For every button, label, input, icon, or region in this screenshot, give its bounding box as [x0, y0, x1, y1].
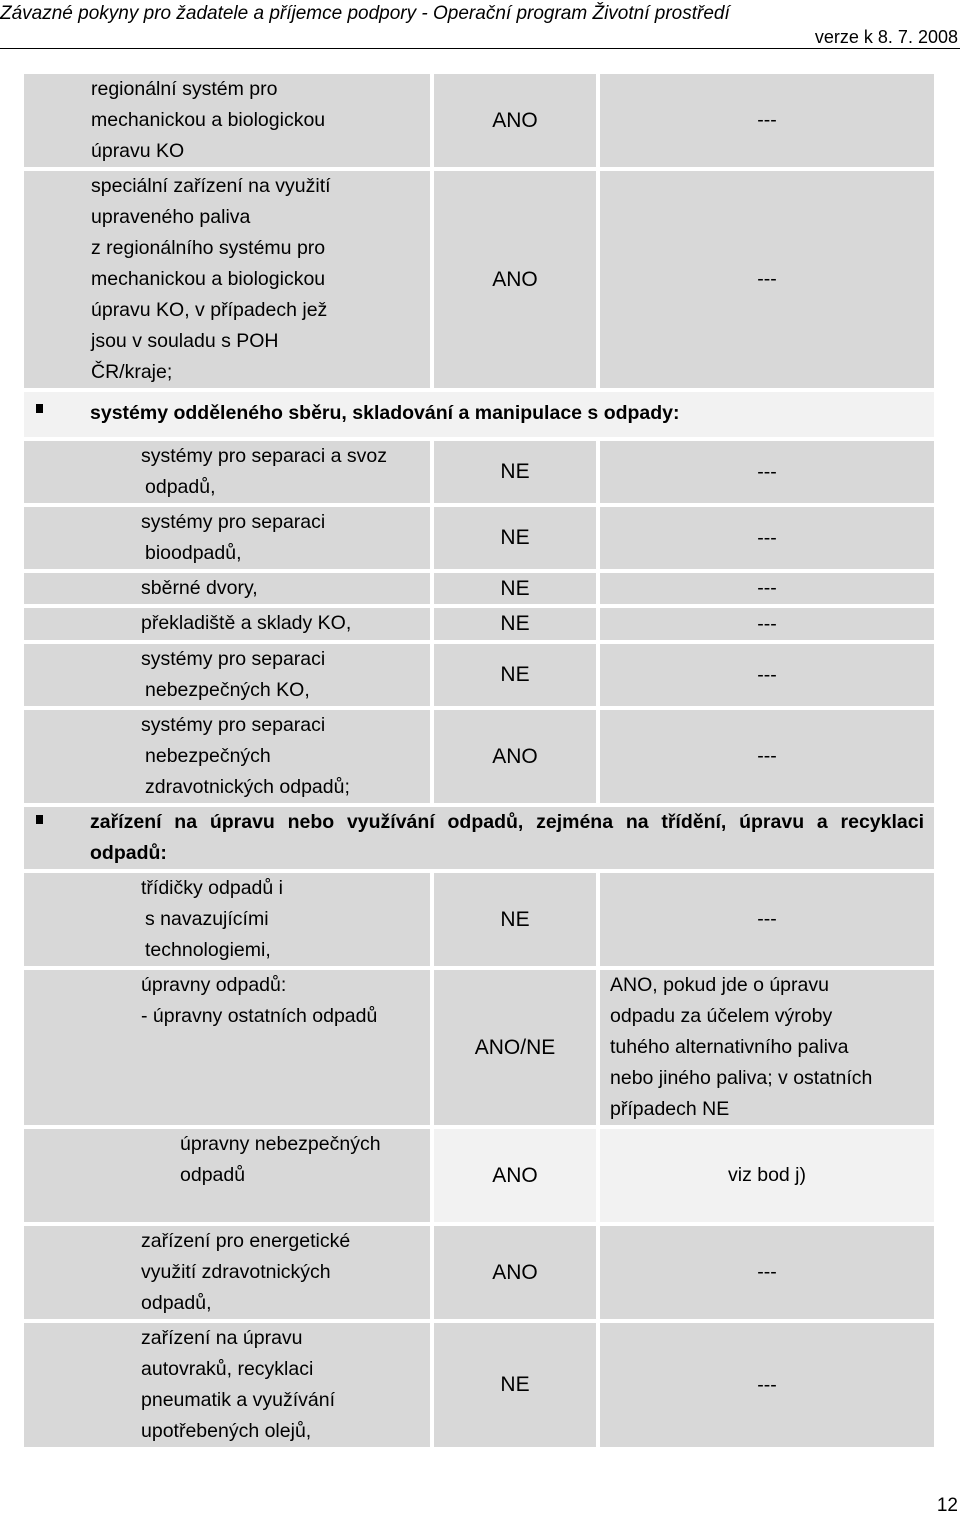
item-text: zařízení na úpravu	[141, 1327, 303, 1349]
table-row	[24, 507, 934, 569]
condition-value	[600, 970, 934, 1125]
table-row	[24, 873, 934, 966]
item-text: nebezpečných KO,	[145, 679, 310, 701]
item-text: - úpravny ostatních odpadů	[141, 1005, 378, 1027]
item-text: úpravny odpadů:	[141, 974, 287, 996]
condition-value: ---	[600, 644, 934, 706]
eligibility-value: NE	[434, 573, 596, 604]
item-text: odpadů,	[141, 1292, 212, 1314]
table-row	[24, 74, 934, 167]
item-text: systémy pro separaci	[141, 648, 326, 670]
item-text: sběrné dvory,	[141, 577, 258, 599]
condition-value: ---	[600, 573, 934, 604]
table-row	[24, 1323, 934, 1447]
condition-value: ---	[600, 1323, 934, 1447]
table-row	[24, 644, 934, 706]
condition-value: ---	[600, 873, 934, 966]
item-text: odpadů	[180, 1164, 246, 1186]
item-text: s navazujícími	[145, 908, 269, 930]
eligibility-value: NE	[434, 507, 596, 569]
table-row	[24, 441, 934, 503]
condition-value: ---	[600, 710, 934, 803]
item-text: využití zdravotnických	[141, 1261, 331, 1283]
eligibility-value: NE	[434, 1323, 596, 1447]
item-text: úpravu KO, v případech jež	[91, 299, 328, 321]
table-row	[24, 171, 934, 388]
item-text: mechanickou a biologickou	[91, 268, 326, 290]
eligibility-value: ANO/NE	[434, 970, 596, 1125]
item-text: odpadů,	[145, 476, 216, 498]
item-text: překladiště a sklady KO,	[141, 612, 352, 634]
bullet-icon	[36, 404, 43, 413]
document-title: Závazné pokyny pro žadatele a příjemce podpory - Operační program Životní prostředí	[0, 3, 730, 24]
table-row	[24, 710, 934, 803]
item-text: upotřebených olejů,	[141, 1420, 312, 1442]
table-row	[24, 1129, 934, 1222]
item-text: technologiemi,	[145, 939, 271, 961]
item-text: mechanickou a biologickou	[91, 109, 326, 131]
eligibility-value: NE	[434, 441, 596, 503]
eligibility-value: NE	[434, 873, 596, 966]
section-heading-text: systémy odděleného sběru, skladování a manipulace s odpady:	[90, 402, 680, 424]
table-row	[24, 970, 934, 1125]
item-text: úpravny nebezpečných	[180, 1133, 381, 1155]
item-text: upraveného paliva	[91, 206, 251, 228]
eligibility-value: NE	[434, 644, 596, 706]
document-version: verze k 8. 7. 2008	[814, 27, 958, 47]
eligibility-value: ANO	[434, 1129, 596, 1222]
page-header	[0, 0, 960, 49]
section-heading-text: zařízení na úpravu nebo využívání odpadů, zejména na třídění, úpravu a recyklaci odpadů:	[90, 811, 924, 864]
item-text: systémy pro separaci	[141, 714, 326, 736]
item-text: speciální zařízení na využití	[91, 175, 331, 197]
item-text: systémy pro separaci a svoz	[141, 445, 388, 467]
condition-text: případech NE	[610, 1098, 730, 1120]
section-heading	[24, 392, 934, 437]
item-text: z regionálního systému pro	[91, 237, 326, 259]
condition-value: viz bod j)	[600, 1129, 934, 1222]
condition-value: ---	[600, 74, 934, 167]
eligibility-value: ANO	[434, 171, 596, 388]
table-row	[24, 573, 934, 604]
condition-text: odpadu za účelem výroby	[610, 1005, 833, 1027]
condition-value: ---	[600, 507, 934, 569]
requirements-table	[24, 74, 934, 1451]
bullet-icon	[36, 815, 43, 824]
item-text: regionální systém pro	[91, 78, 278, 100]
eligibility-value: ANO	[434, 1226, 596, 1319]
condition-value: ---	[600, 441, 934, 503]
eligibility-value: ANO	[434, 74, 596, 167]
eligibility-value: NE	[434, 608, 596, 640]
condition-text: ANO, pokud jde o úpravu	[610, 974, 829, 996]
item-text: systémy pro separaci	[141, 511, 326, 533]
item-text: zdravotnických odpadů;	[145, 776, 350, 798]
item-text: nebezpečných	[145, 745, 271, 767]
item-text: bioodpadů,	[145, 542, 242, 564]
item-text: ČR/kraje;	[91, 361, 173, 383]
table-row	[24, 1226, 934, 1319]
condition-value: ---	[600, 171, 934, 388]
item-text: pneumatik a využívání	[141, 1389, 336, 1411]
item-text: zařízení pro energetické	[141, 1230, 351, 1252]
condition-value: ---	[600, 1226, 934, 1319]
item-text: autovraků, recyklaci	[141, 1358, 314, 1380]
item-text: jsou v souladu s POH	[91, 330, 279, 352]
eligibility-value: ANO	[434, 710, 596, 803]
item-text: třídičky odpadů i	[141, 877, 283, 899]
condition-value: ---	[600, 608, 934, 640]
condition-text: tuhého alternativního paliva	[610, 1036, 849, 1058]
table-row	[24, 608, 934, 640]
item-text: úpravu KO	[91, 140, 185, 162]
condition-text: nebo jiného paliva; v ostatních	[610, 1067, 873, 1089]
page-number: 12	[936, 1495, 958, 1516]
section-heading	[24, 807, 934, 869]
